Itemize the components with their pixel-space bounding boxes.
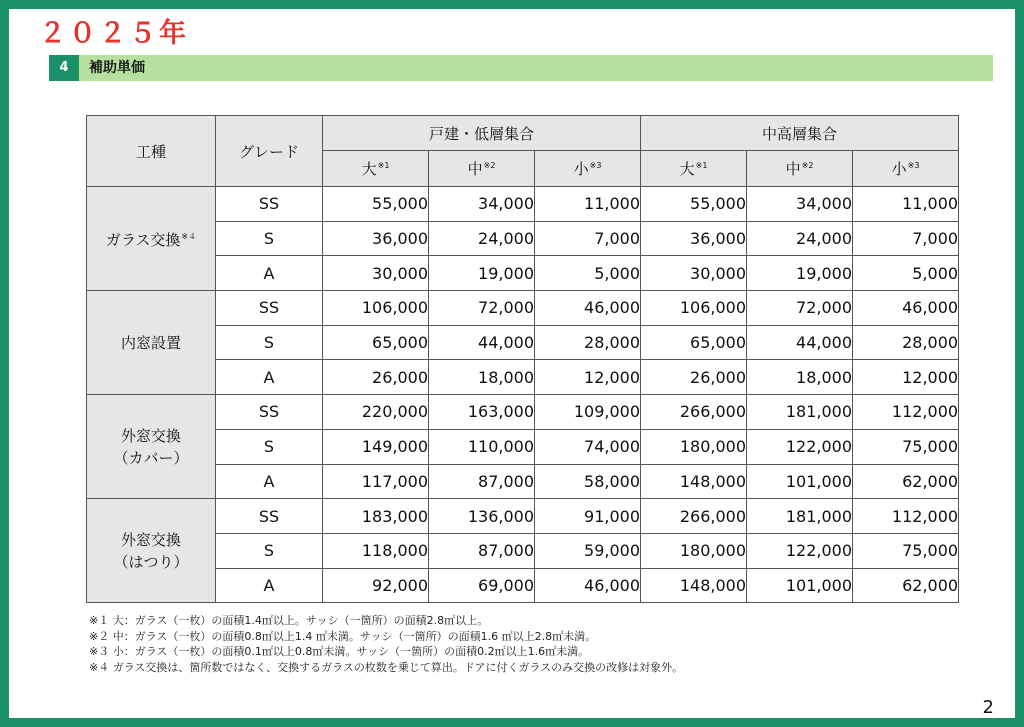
year-title: ２０２５年 bbox=[39, 18, 189, 49]
price-cell: 163,000 bbox=[429, 395, 535, 430]
price-cell: 19,000 bbox=[429, 256, 535, 291]
footnote-3: ※３ 小：ガラス（一枚）の面積0.1㎡以上0.8㎡未満。サッシ（一箇所）の面積0.2㎡以上1.6㎡未満。 bbox=[89, 645, 590, 658]
size-footnote-mark: ※3 bbox=[907, 161, 920, 170]
price-cell: 46,000 bbox=[535, 568, 641, 603]
table-row bbox=[87, 429, 959, 464]
price-cell: 62,000 bbox=[853, 464, 959, 499]
price-cell: 26,000 bbox=[641, 360, 747, 395]
header-size bbox=[641, 151, 747, 187]
grade-cell: S bbox=[216, 325, 323, 360]
size-label: 小 bbox=[891, 160, 907, 178]
category-cell bbox=[87, 499, 216, 603]
price-cell: 46,000 bbox=[535, 291, 641, 326]
category-name: 外窓交換 bbox=[120, 530, 181, 549]
price-cell: 106,000 bbox=[323, 291, 429, 326]
price-cell: 62,000 bbox=[853, 568, 959, 603]
price-cell: 69,000 bbox=[429, 568, 535, 603]
price-cell: 149,000 bbox=[323, 429, 429, 464]
price-cell: 5,000 bbox=[853, 256, 959, 291]
price-cell: 5,000 bbox=[535, 256, 641, 291]
size-footnote-mark: ※1 bbox=[695, 161, 708, 170]
price-cell: 136,000 bbox=[429, 499, 535, 534]
header-kouji: 工種 bbox=[87, 116, 216, 187]
price-cell: 24,000 bbox=[429, 221, 535, 256]
price-cell: 44,000 bbox=[747, 325, 853, 360]
price-cell: 181,000 bbox=[747, 395, 853, 430]
price-cell: 181,000 bbox=[747, 499, 853, 534]
grade-cell: S bbox=[216, 429, 323, 464]
size-label: 大 bbox=[361, 160, 377, 178]
price-cell: 266,000 bbox=[641, 395, 747, 430]
price-cell: 101,000 bbox=[747, 568, 853, 603]
table-row bbox=[87, 291, 959, 326]
price-cell: 122,000 bbox=[747, 533, 853, 568]
header-size bbox=[429, 151, 535, 187]
price-cell: 109,000 bbox=[535, 395, 641, 430]
grade-cell: SS bbox=[216, 291, 323, 326]
table-row bbox=[87, 187, 959, 222]
price-cell: 148,000 bbox=[641, 568, 747, 603]
price-cell: 112,000 bbox=[853, 395, 959, 430]
price-cell: 92,000 bbox=[323, 568, 429, 603]
price-cell: 44,000 bbox=[429, 325, 535, 360]
price-cell: 148,000 bbox=[641, 464, 747, 499]
grade-cell: S bbox=[216, 221, 323, 256]
section-header bbox=[49, 55, 993, 81]
price-cell: 36,000 bbox=[323, 221, 429, 256]
grade-cell: S bbox=[216, 533, 323, 568]
size-label: 大 bbox=[679, 160, 695, 178]
section-title: 補助単価 bbox=[89, 60, 145, 76]
size-footnote-mark: ※3 bbox=[589, 161, 602, 170]
table-row bbox=[87, 464, 959, 499]
price-cell: 122,000 bbox=[747, 429, 853, 464]
table-row bbox=[87, 395, 959, 430]
size-label: 中 bbox=[467, 160, 483, 178]
size-label: 中 bbox=[785, 160, 801, 178]
category-name: 内窓設置 bbox=[120, 333, 181, 352]
price-cell: 59,000 bbox=[535, 533, 641, 568]
section-number: 4 bbox=[49, 55, 79, 81]
price-cell: 11,000 bbox=[535, 187, 641, 222]
price-cell: 34,000 bbox=[747, 187, 853, 222]
price-cell: 87,000 bbox=[429, 464, 535, 499]
price-cell: 18,000 bbox=[747, 360, 853, 395]
price-cell: 118,000 bbox=[323, 533, 429, 568]
category-cell bbox=[87, 291, 216, 395]
footnotes bbox=[89, 613, 683, 675]
footnote-2: ※２ 中：ガラス（一枚）の面積0.8㎡以上1.4 ㎡未満。サッシ（一箇所）の面積1.6 ㎡以上2.8㎡未満。 bbox=[89, 629, 597, 643]
price-cell: 11,000 bbox=[853, 187, 959, 222]
subsidy-table bbox=[86, 115, 959, 603]
price-cell: 58,000 bbox=[535, 464, 641, 499]
price-cell: 91,000 bbox=[535, 499, 641, 534]
price-cell: 180,000 bbox=[641, 429, 747, 464]
price-cell: 46,000 bbox=[853, 291, 959, 326]
grade-cell: A bbox=[216, 360, 323, 395]
footnote-1: ※１ 大：ガラス（一枚）の面積1.4㎡以上。サッシ（一箇所）の面積2.8㎡以上。 bbox=[89, 614, 489, 627]
price-cell: 36,000 bbox=[641, 221, 747, 256]
size-footnote-mark: ※2 bbox=[483, 161, 496, 170]
price-cell: 12,000 bbox=[535, 360, 641, 395]
price-cell: 65,000 bbox=[641, 325, 747, 360]
size-footnote-mark: ※2 bbox=[801, 161, 814, 170]
price-cell: 18,000 bbox=[429, 360, 535, 395]
header-size bbox=[323, 151, 429, 187]
category-footnote-mark: ※４ bbox=[181, 232, 197, 242]
table-body bbox=[87, 187, 959, 603]
table-row bbox=[87, 533, 959, 568]
header-size bbox=[747, 151, 853, 187]
price-cell: 28,000 bbox=[853, 325, 959, 360]
header-grade: グレード bbox=[216, 116, 323, 187]
page-number: 2 bbox=[982, 697, 994, 718]
price-cell: 183,000 bbox=[323, 499, 429, 534]
table-row bbox=[87, 568, 959, 603]
category-cell bbox=[87, 187, 216, 291]
category-subname: （はつり） bbox=[113, 552, 189, 571]
grade-cell: A bbox=[216, 464, 323, 499]
price-cell: 117,000 bbox=[323, 464, 429, 499]
price-cell: 74,000 bbox=[535, 429, 641, 464]
price-cell: 180,000 bbox=[641, 533, 747, 568]
table-row bbox=[87, 325, 959, 360]
size-footnote-mark: ※1 bbox=[377, 161, 390, 170]
price-cell: 266,000 bbox=[641, 499, 747, 534]
price-cell: 28,000 bbox=[535, 325, 641, 360]
price-cell: 75,000 bbox=[853, 429, 959, 464]
size-label: 小 bbox=[573, 160, 589, 178]
price-cell: 72,000 bbox=[747, 291, 853, 326]
table-row bbox=[87, 256, 959, 291]
price-cell: 26,000 bbox=[323, 360, 429, 395]
table-row bbox=[87, 360, 959, 395]
price-cell: 19,000 bbox=[747, 256, 853, 291]
table-row bbox=[87, 499, 959, 534]
price-cell: 112,000 bbox=[853, 499, 959, 534]
table-row bbox=[87, 221, 959, 256]
footnote-4: ※４ ガラス交換は、箇所数ではなく、交換するガラスの枚数を乗じて算出。ドアに付くガラスのみ交換の改修は対象外。 bbox=[89, 660, 684, 674]
price-cell: 24,000 bbox=[747, 221, 853, 256]
price-cell: 72,000 bbox=[429, 291, 535, 326]
category-subname: （カバー） bbox=[113, 448, 189, 467]
price-cell: 110,000 bbox=[429, 429, 535, 464]
header-group-detached: 戸建・低層集合 bbox=[323, 116, 641, 151]
price-cell: 101,000 bbox=[747, 464, 853, 499]
price-cell: 30,000 bbox=[641, 256, 747, 291]
price-cell: 220,000 bbox=[323, 395, 429, 430]
price-cell: 65,000 bbox=[323, 325, 429, 360]
grade-cell: A bbox=[216, 256, 323, 291]
grade-cell: SS bbox=[216, 395, 323, 430]
grade-cell: SS bbox=[216, 499, 323, 534]
price-cell: 7,000 bbox=[535, 221, 641, 256]
category-cell bbox=[87, 395, 216, 499]
price-cell: 30,000 bbox=[323, 256, 429, 291]
price-cell: 55,000 bbox=[323, 187, 429, 222]
header-size bbox=[535, 151, 641, 187]
price-cell: 34,000 bbox=[429, 187, 535, 222]
category-name: ガラス交換 bbox=[105, 231, 181, 250]
price-cell: 12,000 bbox=[853, 360, 959, 395]
grade-cell: A bbox=[216, 568, 323, 603]
price-cell: 106,000 bbox=[641, 291, 747, 326]
header-size bbox=[853, 151, 959, 187]
price-cell: 87,000 bbox=[429, 533, 535, 568]
grade-cell: SS bbox=[216, 187, 323, 222]
price-cell: 75,000 bbox=[853, 533, 959, 568]
price-cell: 55,000 bbox=[641, 187, 747, 222]
price-cell: 7,000 bbox=[853, 221, 959, 256]
category-name: 外窓交換 bbox=[120, 426, 181, 445]
header-group-highrise: 中高層集合 bbox=[641, 116, 959, 151]
